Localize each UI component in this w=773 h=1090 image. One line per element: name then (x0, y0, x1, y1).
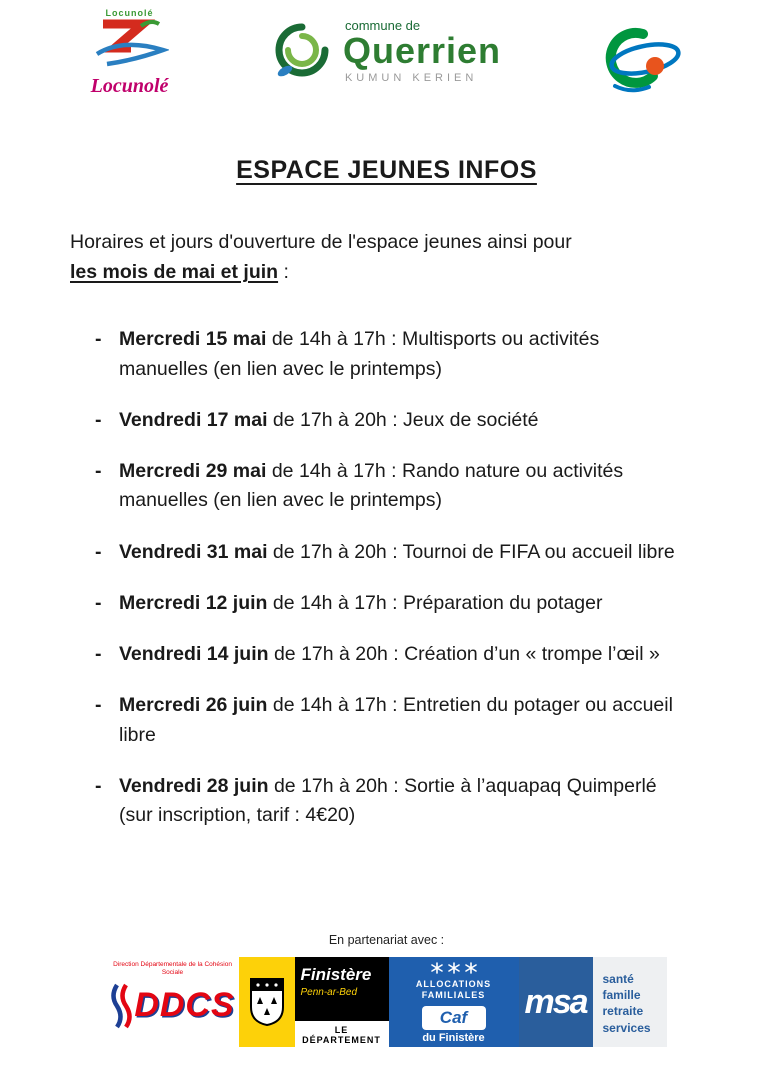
caf-logo (389, 957, 519, 1047)
schedule-item-details: de 17h à 20h : Jeux de société (267, 408, 539, 431)
msa-services-list (593, 957, 667, 1047)
msa-name: msa (524, 982, 587, 1021)
caf-name: Caf (439, 1007, 468, 1027)
schedule-item-date: Vendredi 28 juin (119, 774, 269, 797)
ddcs-waves-icon (110, 983, 132, 1029)
schedule-item-bullet: - (95, 643, 102, 666)
schedule-item (95, 589, 685, 618)
schedule-item-details: de 14h à 17h : Préparation du potager (267, 591, 603, 614)
ddcs-body (107, 983, 239, 1029)
msa-service-label: retraite (602, 1004, 644, 1019)
schedule-item-bullet: - (95, 774, 102, 797)
finistere-name-block (295, 957, 389, 1021)
locunole-emblem-icon (91, 18, 169, 72)
page-title: ESPACE JEUNES INFOS (236, 156, 537, 184)
schedule-item-date: Vendredi 14 juin (119, 643, 269, 666)
schedule-item-bullet: - (95, 591, 102, 614)
locunole-logo (72, 8, 187, 98)
msa-service-label: famille (602, 988, 641, 1003)
msa-service-label: santé (602, 972, 634, 986)
caf-name-box (422, 1006, 486, 1030)
partners-section (0, 933, 773, 1047)
header-logos (0, 0, 773, 128)
schedule-item-details: de 17h à 20h : Tournoi de FIFA ou accueil libre (267, 540, 675, 563)
msa-mark-area (519, 957, 593, 1047)
schedule-item-date: Mercredi 29 mai (119, 460, 267, 483)
caf-figures-icon (429, 962, 479, 974)
intro-emphasis: les mois de mai et juin (70, 261, 279, 284)
schedule-item-details: de 17h à 20h : Sortie à l’aquapaq Quimperlé (sur inscription, tarif : 4€20) (119, 774, 657, 827)
ddcs-name: DDCS (134, 986, 235, 1025)
schedule-item-text (119, 325, 685, 384)
schedule-item (95, 406, 685, 435)
caf-region-label: du Finistère (422, 1031, 485, 1044)
finistere-shield-icon (248, 977, 286, 1027)
schedule-item-details: de 14h à 17h : Multisports ou activités manuelles (en lien avec le printemps) (119, 328, 600, 380)
ddcs-logo (107, 957, 239, 1047)
partners-logo-row (0, 957, 773, 1047)
schedule-item (95, 325, 685, 384)
querrien-leaf-icon (271, 19, 333, 83)
msa-service-label: services (602, 1020, 651, 1035)
finistere-logo (239, 957, 389, 1047)
finistere-sub-label: Penn-ar-Bed (300, 987, 358, 998)
community-logo (585, 22, 693, 103)
querrien-text-block (343, 18, 501, 84)
schedule-item (95, 640, 685, 669)
querrien-pre-label: commune de (344, 18, 421, 33)
finistere-department-label: LE DÉPARTEMENT (295, 1021, 389, 1047)
locunole-top-label: Locunolé (105, 8, 154, 18)
schedule-item-bullet: - (95, 694, 102, 717)
intro-text: Horaires et jours d'ouverture de l'espace jeunes ainsi pour (70, 231, 572, 253)
caf-allocations-line1: ALLOCATIONS (415, 979, 492, 989)
schedule-item (95, 538, 685, 567)
community-emblem-icon (585, 22, 693, 98)
schedule-item-details: de 14h à 17h : Entretien du potager ou accueil libre (119, 694, 673, 746)
schedule-item-bullet: - (95, 540, 102, 563)
querrien-logo (271, 18, 501, 84)
caf-allocations-line2: FAMILIALES (421, 990, 486, 1001)
schedule-item-text (119, 457, 685, 516)
schedule-item-date: Vendredi 17 mai (119, 408, 268, 431)
partners-label: En partenariat avec : (328, 933, 445, 947)
intro-paragraph (70, 227, 703, 287)
intro-suffix: : (278, 261, 289, 284)
schedule-item (95, 691, 685, 750)
schedule-item-bullet: - (95, 408, 102, 431)
ddcs-caption: Direction Départementale de la Cohésion Sociale (113, 961, 232, 976)
schedule-item-text (119, 691, 685, 750)
finistere-shield-area (239, 957, 295, 1047)
finistere-text-area (295, 957, 389, 1047)
schedule-item (95, 457, 685, 516)
schedule-item-date: Mercredi 15 mai (119, 328, 267, 351)
schedule-item-bullet: - (95, 328, 102, 351)
finistere-name: Finistère (300, 965, 372, 984)
schedule-item-date: Mercredi 12 juin (119, 591, 268, 614)
schedule-list (0, 325, 773, 830)
schedule-item-text (119, 589, 602, 618)
schedule-item-details: de 14h à 17h : Rando nature ou activités manuelles (en lien avec le printemps) (119, 460, 624, 512)
schedule-item-text (119, 772, 685, 831)
schedule-item-bullet: - (95, 460, 102, 483)
querrien-name: Querrien (342, 30, 502, 71)
msa-logo (519, 957, 667, 1047)
schedule-item (95, 772, 685, 831)
querrien-sub-label: KUMUN KERIEN (344, 72, 478, 84)
schedule-item-text (119, 538, 675, 567)
schedule-item-text (119, 640, 660, 669)
schedule-item-text (119, 406, 539, 435)
schedule-item-details: de 17h à 20h : Création d’un « trompe l’œil » (268, 643, 660, 666)
schedule-item-date: Mercredi 26 juin (119, 694, 268, 717)
schedule-item-date: Vendredi 31 mai (119, 540, 268, 563)
locunole-name: Locunolé (90, 75, 169, 97)
